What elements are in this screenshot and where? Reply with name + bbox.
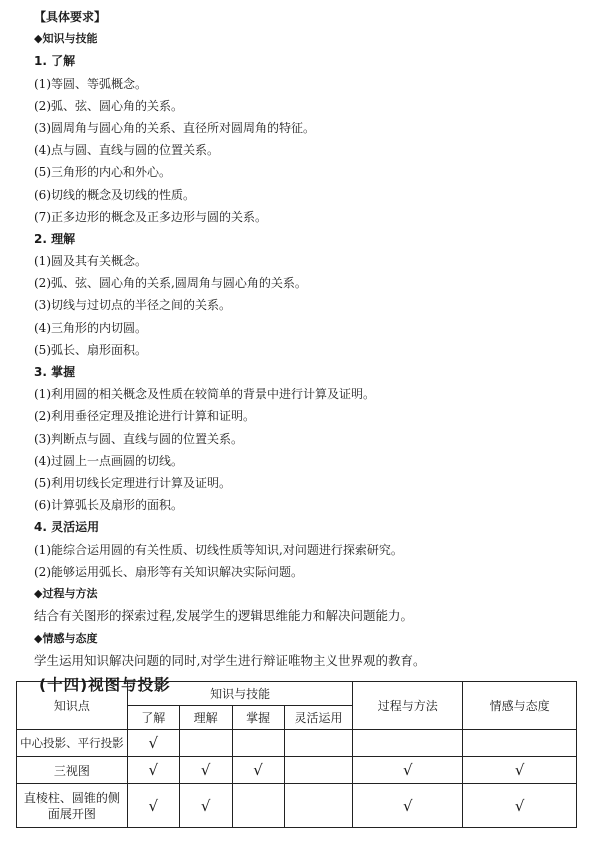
section-title-text: ◆情感与态度: [34, 631, 98, 645]
requirements-heading: 【具体要求】: [34, 10, 107, 24]
table-cell: √: [353, 784, 463, 828]
list-item: (3)切线与过切点的半径之间的关系。: [34, 298, 231, 313]
list-item: (1)利用圆的相关概念及性质在较简单的背景中进行计算及证明。: [34, 387, 376, 402]
section-emotion-attitude-title: [34, 628, 582, 650]
table-cell: [284, 757, 353, 784]
section-knowledge-skills-title: [34, 28, 582, 50]
group-heading-1: 1. 了解: [34, 54, 76, 69]
group-heading-4: 4. 灵活运用: [34, 520, 100, 535]
table-row: [17, 730, 577, 757]
table-cell: √: [179, 757, 232, 784]
table-cell: [179, 730, 232, 757]
header-level: 掌握: [232, 706, 284, 730]
list-item: (2)能够运用弧长、扇形等有关知识解决实际问题。: [34, 564, 303, 579]
section-process-method-title: [34, 583, 582, 605]
list-item: (4)点与圆、直线与圆的位置关系。: [34, 143, 219, 158]
table-row: [17, 757, 577, 784]
table-cell: [232, 784, 284, 828]
table-cell: √: [179, 784, 232, 828]
requirements-table: [16, 681, 577, 828]
list-item: (3)判断点与圆、直线与圆的位置关系。: [34, 431, 243, 446]
list-item: (6)切线的概念及切线的性质。: [34, 187, 195, 202]
table-cell: [353, 730, 463, 757]
chapter-title: (十四)视图与投影: [39, 676, 171, 695]
list-item: (6)计算弧长及扇形的面积。: [34, 498, 183, 513]
header-level: 了解: [127, 706, 179, 730]
header-emotion-attitude: 情感与态度: [463, 682, 577, 730]
group-heading-3: 3. 掌握: [34, 365, 76, 379]
list-item: (1)能综合运用圆的有关性质、切线性质等知识,对问题进行探索研究。: [34, 542, 403, 557]
table-cell: [284, 784, 353, 828]
list-item: (4)过圆上一点画圆的切线。: [34, 453, 183, 468]
table-cell: √: [463, 757, 577, 784]
list-item: (2)弧、弦、圆心角的关系,圆周角与圆心角的关系。: [34, 276, 307, 291]
list-item: (1)等圆、等弧概念。: [34, 76, 147, 91]
list-item: (4)三角形的内切圆。: [34, 320, 147, 335]
header-level: 灵活运用: [284, 706, 353, 730]
list-item: (5)弧长、扇形面积。: [34, 342, 147, 357]
list-item: (5)利用切线长定理进行计算及证明。: [34, 475, 231, 490]
section-title-text: ◆过程与方法: [34, 586, 98, 600]
list-item: (7)正多边形的概念及正多边形与圆的关系。: [34, 209, 267, 224]
table-cell: √: [127, 730, 179, 757]
process-method-text: 结合有关图形的探索过程,发展学生的逻辑思维能力和解决问题能力。: [34, 608, 413, 624]
list-item: (5)三角形的内心和外心。: [34, 165, 171, 180]
table-cell: √: [463, 784, 577, 828]
list-item: (3)圆周角与圆心角的关系、直径所对圆周角的特征。: [34, 120, 316, 135]
list-item: (1)圆及其有关概念。: [34, 254, 147, 269]
document-page: [34, 6, 582, 698]
row-label: 三视图: [17, 757, 128, 784]
header-process-method: 过程与方法: [353, 682, 463, 730]
table-cell: √: [353, 757, 463, 784]
section-title-text: ◆知识与技能: [34, 32, 98, 46]
group-heading-2: 2. 理解: [34, 231, 76, 246]
list-item: (2)利用垂径定理及推论进行计算和证明。: [34, 409, 255, 424]
table-cell: √: [127, 757, 179, 784]
table-cell: [463, 730, 577, 757]
table-row: [17, 784, 577, 828]
table-cell: [232, 730, 284, 757]
header-knowledge-point: 知识点: [17, 682, 128, 730]
list-item: (2)弧、弦、圆心角的关系。: [34, 98, 183, 113]
table-cell: √: [127, 784, 179, 828]
row-label: 中心投影、平行投影: [17, 730, 128, 757]
row-label: 直棱柱、圆锥的侧面展开图: [17, 784, 128, 828]
emotion-attitude-text: 学生运用知识解决问题的同时,对学生进行辩证唯物主义世界观的教育。: [34, 652, 426, 668]
table-cell: [284, 730, 353, 757]
header-knowledge-skills: 知识与技能: [127, 682, 353, 706]
header-level: 理解: [179, 706, 232, 730]
table-cell: √: [232, 757, 284, 784]
